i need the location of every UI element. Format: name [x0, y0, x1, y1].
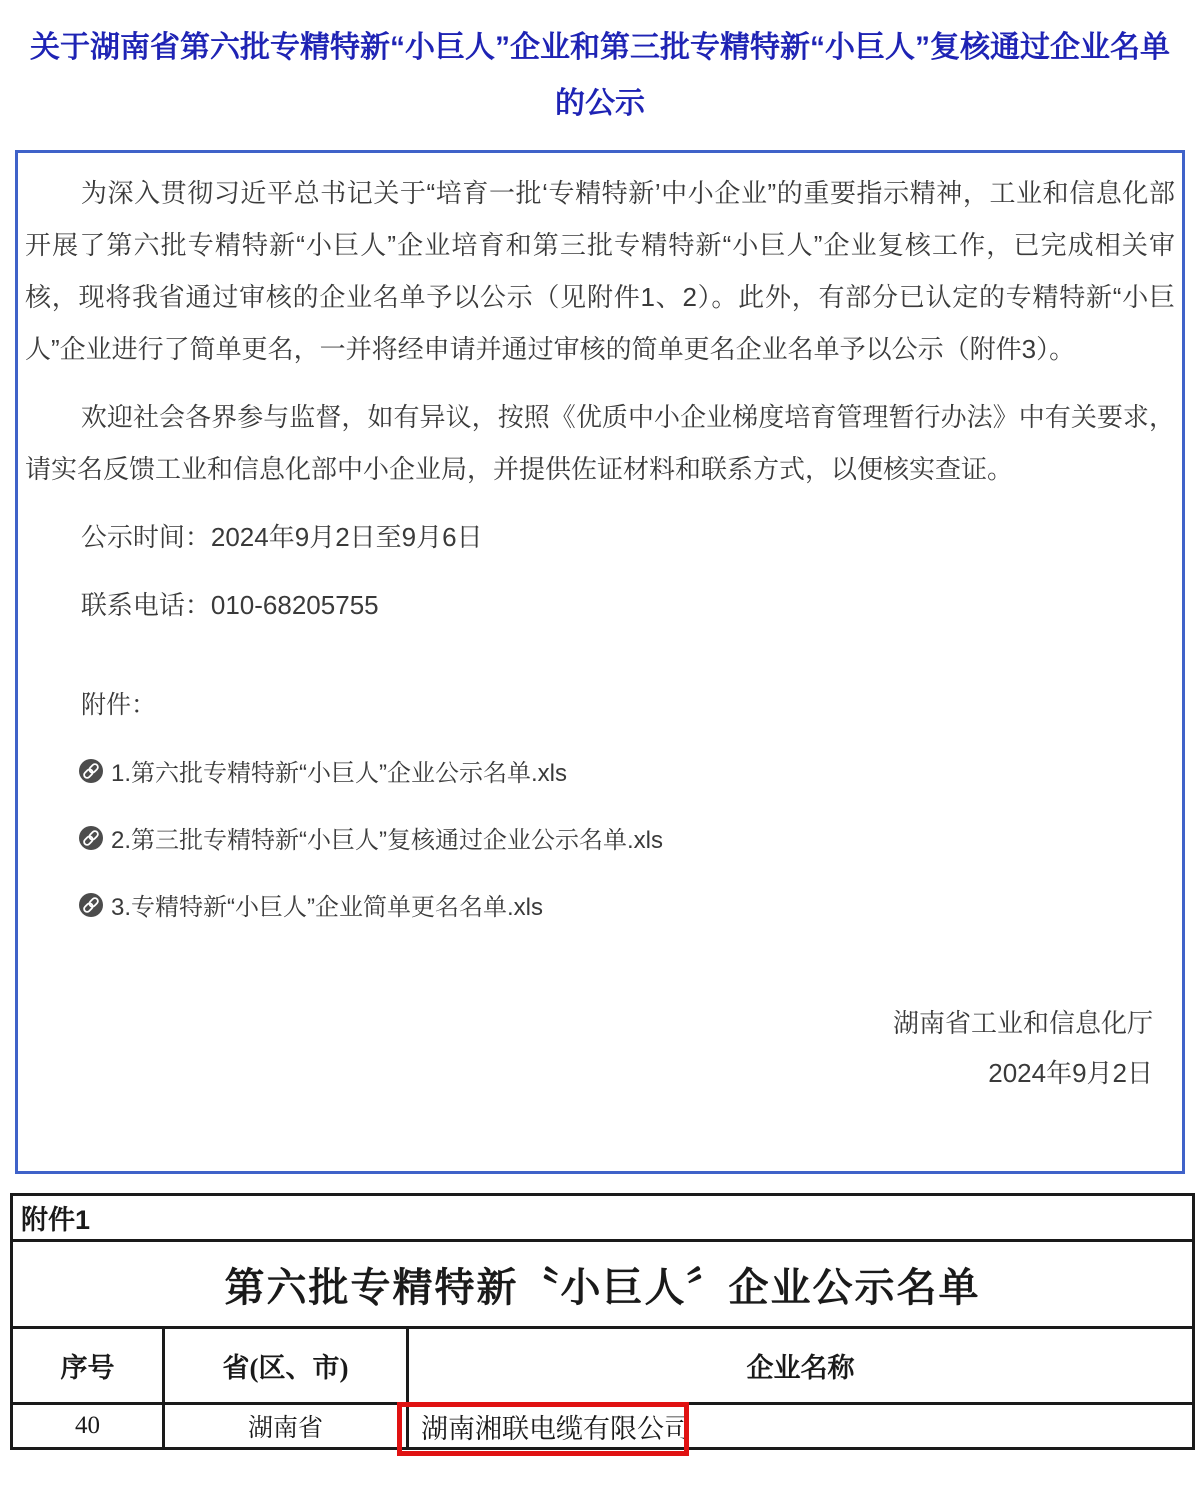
link-icon: [79, 759, 103, 783]
signature-block: [25, 998, 1175, 1098]
column-header-seq: 序号: [12, 1328, 164, 1404]
column-header-province: 省(区、市): [164, 1328, 408, 1404]
attachment-link-label: 2.第三批专精特新“小巨人”复核通过企业公示名单.xls: [111, 827, 663, 854]
annex-label: 附件1: [12, 1195, 1194, 1241]
notice-paragraph-2: 欢迎社会各界参与监督，如有异议，按照《优质中小企业梯度培育管理暂行办法》中有关要求，请实名反馈工业和信息化部中小企业局，并提供佐证材料和联系方式，以便核实查证。: [25, 402, 1175, 484]
cell-province: 湖南省: [164, 1404, 408, 1449]
page-title: 关于湖南省第六批专精特新“小巨人”企业和第三批专精特新“小巨人”复核通过企业名单的公示: [30, 31, 1170, 120]
attachment-link-label: 1.第六批专精特新“小巨人”企业公示名单.xls: [111, 760, 567, 787]
attachment-link-label: 3.专精特新“小巨人”企业简单更名名单.xls: [111, 894, 543, 921]
cell-company: [408, 1404, 1194, 1449]
annex-title-row: [12, 1241, 1194, 1328]
annex-label-row: [12, 1195, 1194, 1241]
attachment-link-2[interactable]: [79, 820, 1175, 855]
annex-table: [10, 1193, 1195, 1450]
link-icon: [79, 826, 103, 850]
publicity-period: 公示时间：2024年9月2日至9月6日: [80, 522, 483, 552]
notice-box: [15, 150, 1185, 1174]
annex-header-row: [12, 1328, 1194, 1404]
annex-table-title: 第六批专精特新〝小巨人〞企业公示名单: [12, 1241, 1194, 1328]
link-icon: [79, 893, 103, 917]
attachment-link-1[interactable]: [79, 753, 1175, 788]
company-name: 湖南湘联电缆有限公司: [421, 1413, 691, 1444]
cell-seq: 40: [12, 1404, 164, 1449]
column-header-company: 企业名称: [408, 1328, 1194, 1404]
attachments-label: 附件：: [81, 691, 157, 719]
signature-issuer: 湖南省工业和信息化厅: [892, 1008, 1153, 1038]
signature-date: 2024年9月2日: [988, 1058, 1153, 1088]
table-row: [12, 1404, 1194, 1449]
contact-phone: 联系电话：010-68205755: [80, 590, 379, 620]
notice-paragraph-1: 为深入贯彻习近平总书记关于“培育一批‘专精特新’中小企业”的重要指示精神，工业和信息化部开展了第六批专精特新“小巨人”企业培育和第三批专精特新“小巨人”企业复核工作，已完成相关审核，现将我省通过审核的企业名单予以公示（见附件1、2）。此外，有部分已认定的专精特新“小巨人”企业进行了简单更名，一并将经申请并通过审核的简单更名企业名单予以公示（附件3）。: [25, 178, 1175, 364]
attachment-link-3[interactable]: [79, 887, 1175, 922]
